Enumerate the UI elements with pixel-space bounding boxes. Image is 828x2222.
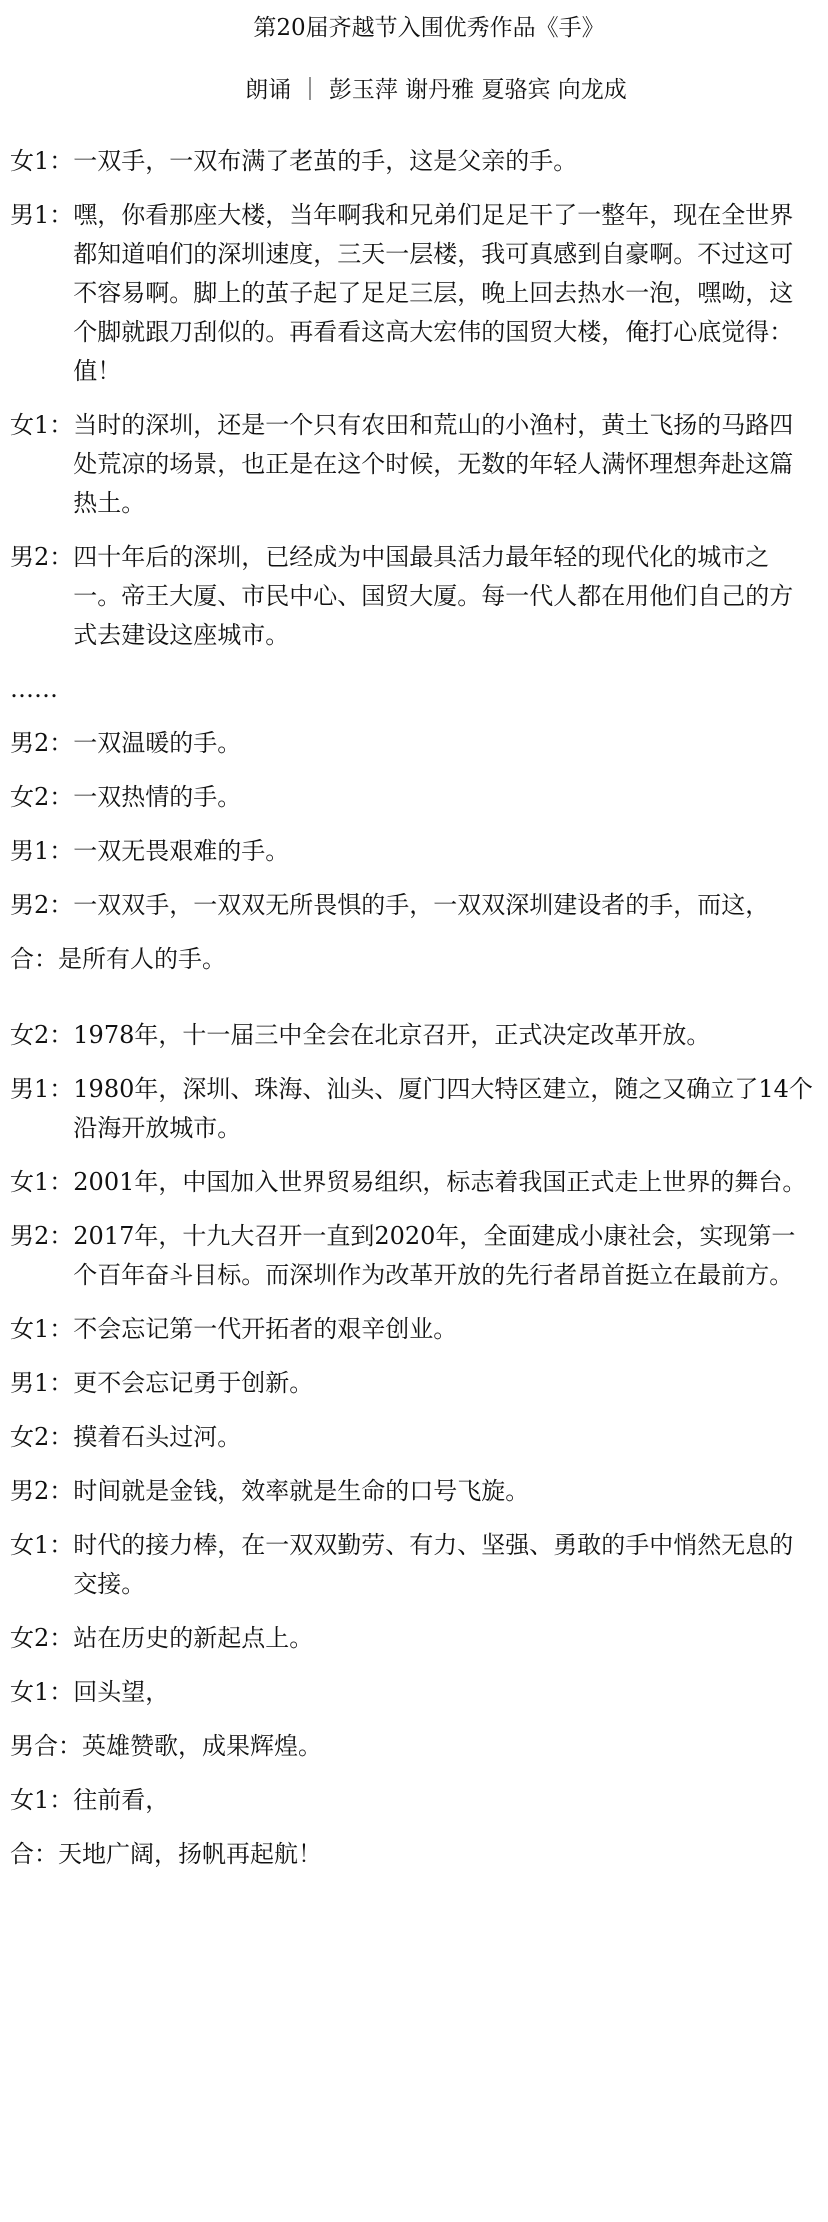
line-text: 一双无畏艰难的手。 xyxy=(73,837,290,865)
script-section-3 xyxy=(10,1016,814,1874)
line-text: 1978年，十一届三中全会在北京召开，正式决定改革开放。 xyxy=(73,1021,711,1049)
speaker-label: 合： xyxy=(10,1840,58,1868)
script-body xyxy=(0,142,828,1874)
speaker-label: 女1： xyxy=(10,1678,74,1706)
line-text: 一双手，一双布满了老茧的手，这是父亲的手。 xyxy=(73,147,578,175)
script-line xyxy=(10,1673,814,1712)
script-line xyxy=(10,940,814,979)
section-spacer xyxy=(10,994,814,1016)
script-line xyxy=(10,724,814,763)
line-text: 不会忘记第一代开拓者的艰辛创业。 xyxy=(73,1315,458,1343)
line-text: 往前看， xyxy=(73,1786,170,1814)
script-line xyxy=(10,1163,814,1202)
speaker-label: 男合： xyxy=(10,1732,82,1760)
line-text: 2017年，十九大召开一直到2020年，全面建成小康社会，实现第一个百年奋斗目标。而深圳作为改革开放的先行者昂首挺立在最前方。 xyxy=(73,1222,796,1289)
script-line xyxy=(10,1472,814,1511)
line-text: 站在历史的新起点上。 xyxy=(73,1624,314,1652)
ellipsis-marker: …… xyxy=(10,675,58,703)
line-text: 天地广阔，扬帆再起航！ xyxy=(58,1840,322,1868)
script-line xyxy=(10,196,814,391)
script-line xyxy=(10,832,814,871)
script-line xyxy=(10,1016,814,1055)
line-text: 更不会忘记勇于创新。 xyxy=(73,1369,314,1397)
script-line xyxy=(10,406,814,523)
speaker-label: 男1： xyxy=(10,837,74,865)
line-text: 2001年，中国加入世界贸易组织，标志着我国正式走上世界的舞台。 xyxy=(73,1168,807,1196)
script-section-1 xyxy=(10,142,814,655)
line-text: 是所有人的手。 xyxy=(58,945,226,973)
line-text: 1980年，深圳、珠海、汕头、厦门四大特区建立，随之又确立了14个沿海开放城市。 xyxy=(73,1075,813,1142)
line-text: 摸着石头过河。 xyxy=(73,1423,242,1451)
script-line xyxy=(10,1526,814,1604)
script-line xyxy=(10,1781,814,1820)
performer-credits: 朗诵 ｜ 彭玉萍 谢丹雅 夏骆宾 向龙成 xyxy=(245,77,627,103)
script-line xyxy=(10,1070,814,1148)
line-text: 英雄赞歌，成果辉煌。 xyxy=(82,1732,322,1760)
speaker-label: 女2： xyxy=(10,1423,74,1451)
script-line xyxy=(10,1217,814,1295)
speaker-label: 男2： xyxy=(10,543,74,571)
line-text: 嘿，你看那座大楼，当年啊我和兄弟们足足干了一整年，现在全世界都知道咱们的深圳速度，三天一层楼，我可真感到自豪啊。不过这可不容易啊。脚上的茧子起了足足三层，晚上回去热水一泡，嘿呦，这个脚就跟刀刮似的。再看看这高大宏伟的国贸大楼，俺打心底觉得：值！ xyxy=(73,201,794,385)
script-line xyxy=(10,778,814,817)
speaker-label: 女1： xyxy=(10,147,74,175)
speaker-label: 女1： xyxy=(10,1786,74,1814)
line-text: 回头望， xyxy=(73,1678,170,1706)
speaker-label: 女2： xyxy=(10,1021,74,1049)
speaker-label: 女1： xyxy=(10,1168,74,1196)
script-line xyxy=(10,142,814,181)
speaker-label: 男2： xyxy=(10,1477,74,1505)
line-text: 一双温暖的手。 xyxy=(73,729,242,757)
script-line xyxy=(10,886,814,925)
script-section-2 xyxy=(10,724,814,979)
line-text: 一双双手，一双双无所畏惧的手，一双双深圳建设者的手，而这， xyxy=(73,891,770,919)
speaker-label: 男1： xyxy=(10,1075,74,1103)
script-line xyxy=(10,538,814,655)
speaker-label: 女1： xyxy=(10,411,74,439)
speaker-label: 女1： xyxy=(10,1531,74,1559)
script-line xyxy=(10,1364,814,1403)
speaker-label: 男1： xyxy=(10,1369,74,1397)
speaker-label: 男1： xyxy=(10,201,74,229)
line-text: 时间就是金钱，效率就是生命的口号飞旋。 xyxy=(73,1477,530,1505)
speaker-label: 女2： xyxy=(10,783,74,811)
speaker-label: 合： xyxy=(10,945,58,973)
script-line xyxy=(10,1310,814,1349)
line-text: 四十年后的深圳，已经成为中国最具活力最年轻的现代化的城市之一。帝王大厦、市民中心、国贸大厦。每一代人都在用他们自己的方式去建设这座城市。 xyxy=(73,543,794,649)
speaker-label: 男2： xyxy=(10,729,74,757)
speaker-label: 男2： xyxy=(10,1222,74,1250)
line-text: 当时的深圳，还是一个只有农田和荒山的小渔村，黄土飞扬的马路四处荒凉的场景，也正是在这个时候，无数的年轻人满怀理想奔赴这篇热土。 xyxy=(73,411,794,517)
script-line xyxy=(10,1619,814,1658)
speaker-label: 女1： xyxy=(10,1315,74,1343)
speaker-label: 女2： xyxy=(10,1624,74,1652)
line-text: 一双热情的手。 xyxy=(73,783,242,811)
script-line xyxy=(10,1727,814,1766)
page-title: 第20届齐越节入围优秀作品《手》 xyxy=(253,15,605,41)
script-line xyxy=(10,1418,814,1457)
line-text: 时代的接力棒，在一双双勤劳、有力、坚强、勇敢的手中悄然无息的交接。 xyxy=(73,1531,794,1598)
speaker-label: 男2： xyxy=(10,891,74,919)
script-line xyxy=(10,1835,814,1874)
